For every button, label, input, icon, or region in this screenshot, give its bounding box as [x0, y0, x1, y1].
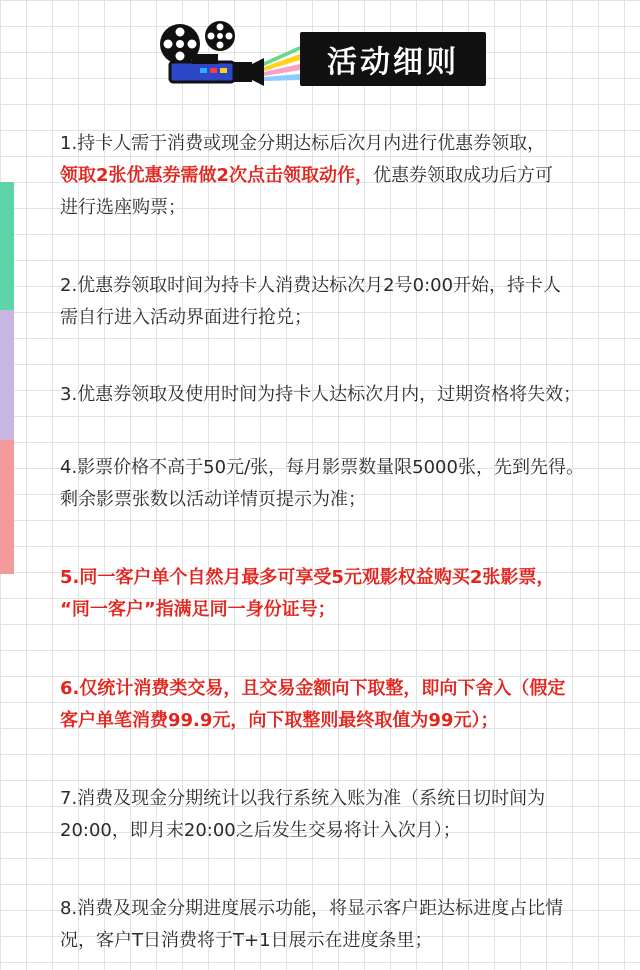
title-box	[300, 32, 486, 86]
film-projector-icon	[152, 18, 302, 88]
rule-3-line-1: 3.优惠券领取及使用时间为持卡人达标次月内，过期资格将失效；	[60, 384, 582, 405]
rule-6-line-1: 6.仅统计消费类交易，且交易金额向下取整，即向下舍入（假定	[60, 678, 566, 699]
rule-4-line-2: 剩余影票张数以活动详情页提示为准；	[60, 489, 366, 510]
rule-5-line-2: “同一客户”指满足同一身份证号；	[60, 599, 336, 620]
rule-item-7	[60, 783, 620, 847]
side-strip-purple	[0, 310, 14, 440]
rule-6-line-2: 客户单笔消费99.9元，向下取整则最终取值为99元）；	[60, 710, 499, 731]
rule-1-line-1: 1.持卡人需于消费或现金分期达标后次月内进行优惠券领取，	[60, 133, 546, 154]
rule-item-4	[60, 452, 620, 516]
rule-1-line-2-rest: 优惠券领取成功后方可	[373, 165, 554, 186]
side-strip-green	[0, 182, 14, 310]
header	[152, 18, 502, 88]
rule-1-highlight: 领取2张优惠券需做2次点击领取动作，	[60, 165, 374, 186]
rule-1-line-2	[60, 160, 620, 192]
rule-7-line-2: 20:00，即月末20:00之后发生交易将计入次月）；	[60, 820, 461, 841]
side-strip-pink	[0, 440, 14, 574]
rule-7-line-1: 7.消费及现金分期统计以我行系统入账为准（系统日切时间为	[60, 788, 546, 809]
rule-4-line-1: 4.影票价格不高于50元/张，每月影票数量限5000张，先到先得。	[60, 457, 584, 478]
rule-item-2	[60, 270, 620, 334]
rule-2-line-1: 2.优惠券领取时间为持卡人消费达标次月2号0:00开始，持卡人	[60, 275, 562, 296]
rule-item-6	[60, 673, 620, 737]
rule-5-line-1: 5.同一客户单个自然月最多可享受5元观影权益购买2张影票，	[60, 567, 555, 588]
page-title: 活动细则	[327, 45, 459, 80]
rule-item-8	[60, 893, 620, 957]
rule-8-line-1: 8.消费及现金分期进度展示功能，将显示客户距达标进度占比情	[60, 898, 564, 919]
rule-2-line-2: 需自行进入活动界面进行抢兑；	[60, 307, 312, 328]
rule-8-line-2: 况，客户T日消费将于T+1日展示在进度条里；	[60, 930, 433, 951]
rule-item-5	[60, 562, 620, 626]
rule-item-3	[60, 379, 620, 411]
rule-item-1	[60, 128, 620, 224]
rule-1-line-3: 进行选座购票；	[60, 197, 186, 218]
